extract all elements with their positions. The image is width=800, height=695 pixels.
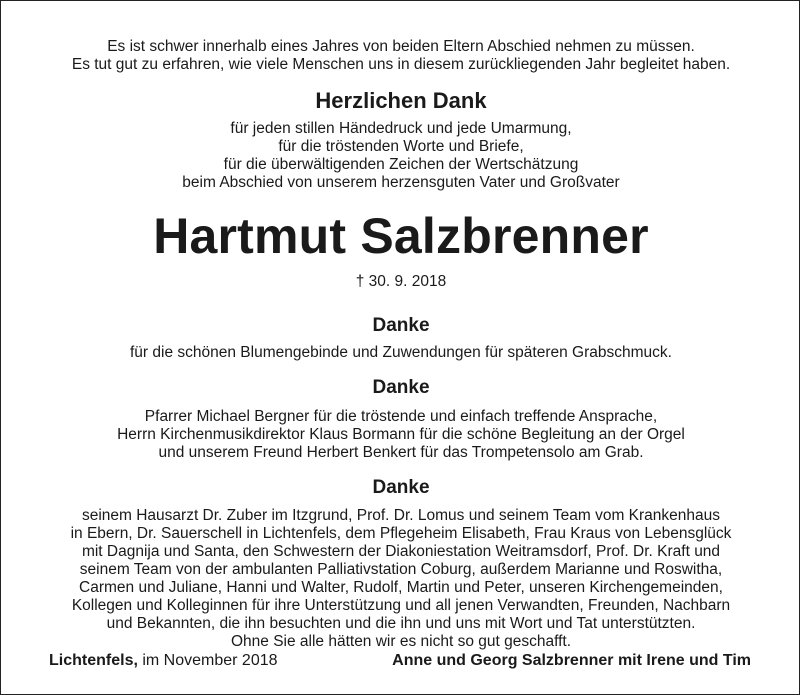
section-line: für die schönen Blumengebinde und Zuwendungen für späteren Grabschmuck. [130,344,672,361]
intro-line: Es ist schwer innerhalb eines Jahres von beiden Eltern Abschied nehmen zu müssen. [107,38,695,55]
thanks-line: für die überwältigenden Zeichen der Wertschätzung [223,156,579,173]
section-heading-care: Danke [372,477,430,498]
death-date: † 30. 9. 2018 [355,273,447,290]
section-line: mit Dagnija und Santa, den Schwestern der Diakoniestation Weitramsdorf, Prof. Dr. Kraft und [81,543,721,560]
thanks-list [1,120,800,192]
intro-line: Es tut gut zu erfahren, wie viele Menschen uns in diesem zurückliegenden Jahr begleitet haben. [71,56,731,73]
footer-place-date [49,651,278,671]
section-line: Herrn Kirchenmusikdirektor Klaus Bormann für die schöne Begleitung an der Orgel [117,426,685,443]
footer-signature: Anne und Georg Salzbrenner mit Irene und Tim [392,652,751,669]
section-line: Pfarrer Michael Bergner für die tröstende und einfach treffende Ansprache, [144,408,658,425]
section-line: und Bekannten, die ihn besuchten und die ihn und uns mit Wort und Tat unterstützten. [106,615,696,632]
section-line: Carmen und Juliane, Hanni und Walter, Rudolf, Martin und Peter, unseren Kirchengemeinden, [79,579,723,596]
section-text-flowers [1,344,800,362]
section-line: Kollegen und Kolleginnen für ihre Unterstützung und all jenen Verwandten, Freunden, Nachbarn [71,597,731,614]
footer-date: im November 2018 [137,652,278,669]
section-line: in Ebern, Dr. Sauerschell in Lichtenfels, dem Pflegeheim Elisabeth, Frau Kraus von Lebensglück [70,525,732,542]
section-text-service [1,408,800,462]
intro-text [1,38,800,74]
section-heading-flowers: Danke [372,315,430,336]
thanks-line: für die tröstenden Worte und Briefe, [278,138,524,155]
section-line: und unserem Freund Herbert Benkert für das Trompetensolo am Grab. [158,444,644,461]
thanks-heading: Herzlichen Dank [315,88,487,113]
section-line: Ohne Sie alle hätten wir es nicht so gut geschafft. [230,633,572,650]
thanks-line: beim Abschied von unserem herzensguten Vater und Großvater [182,174,620,191]
section-line: seinem Hausarzt Dr. Zuber im Itzgrund, Prof. Dr. Lomus und seinem Team vom Krankenhaus [81,507,721,524]
section-text-care [1,507,800,651]
section-line: seinem Team von der ambulanten Palliativstation Coburg, außerdem Marianne und Roswitha, [79,561,723,578]
footer-place: Lichtenfels, [49,652,138,669]
thanks-line: für jeden stillen Händedruck und jede Umarmung, [230,120,572,137]
section-heading-service: Danke [372,377,430,398]
deceased-name: Hartmut Salzbrenner [153,208,649,264]
